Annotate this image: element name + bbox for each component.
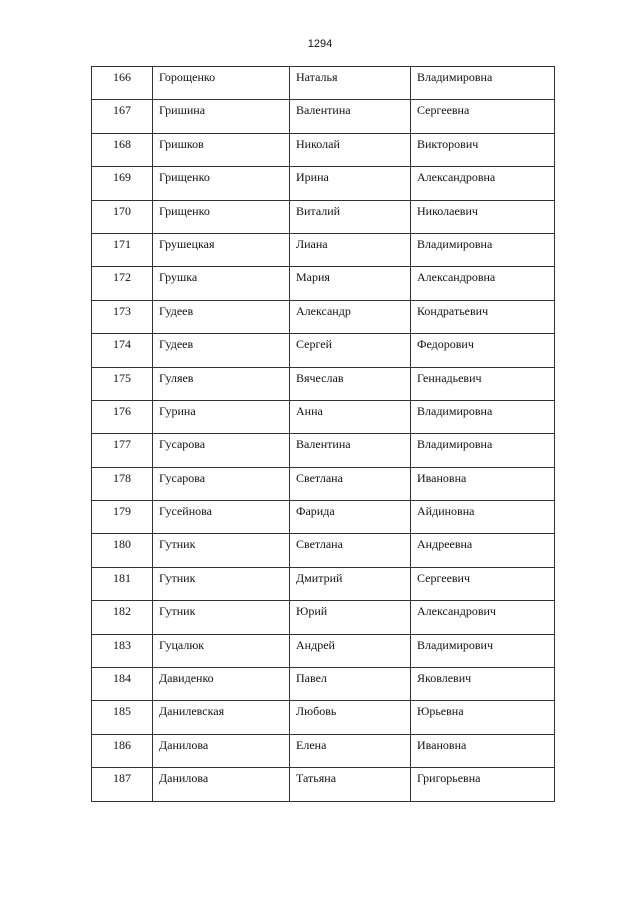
- first-name: Вячеслав: [290, 367, 411, 400]
- row-number: 173: [92, 300, 153, 333]
- patronymic: Владимировна: [411, 400, 555, 433]
- patronymic: Сергеевич: [411, 567, 555, 600]
- table-row: [92, 434, 555, 467]
- table-row: [92, 100, 555, 133]
- table-row: [92, 601, 555, 634]
- row-number: 178: [92, 467, 153, 500]
- first-name: Павел: [290, 668, 411, 701]
- table-row: [92, 567, 555, 600]
- table-row: [92, 367, 555, 400]
- last-name: Гутник: [153, 534, 290, 567]
- last-name: Гусарова: [153, 467, 290, 500]
- first-name: Ирина: [290, 167, 411, 200]
- row-number: 180: [92, 534, 153, 567]
- last-name: Грищенко: [153, 167, 290, 200]
- last-name: Гудеев: [153, 334, 290, 367]
- patronymic: Юрьевна: [411, 701, 555, 734]
- first-name: Николай: [290, 133, 411, 166]
- last-name: Данилова: [153, 734, 290, 767]
- first-name: Светлана: [290, 534, 411, 567]
- first-name: Светлана: [290, 467, 411, 500]
- patronymic: Николаевич: [411, 200, 555, 233]
- last-name: Гутник: [153, 567, 290, 600]
- patronymic: Владимировна: [411, 67, 555, 100]
- last-name: Грушка: [153, 267, 290, 300]
- row-number: 175: [92, 367, 153, 400]
- first-name: Валентина: [290, 100, 411, 133]
- last-name: Гусейнова: [153, 501, 290, 534]
- last-name: Грищенко: [153, 200, 290, 233]
- first-name: Дмитрий: [290, 567, 411, 600]
- table-row: [92, 400, 555, 433]
- row-number: 168: [92, 133, 153, 166]
- row-number: 176: [92, 400, 153, 433]
- table-row: [92, 634, 555, 667]
- patronymic: Владимировна: [411, 434, 555, 467]
- last-name: Гуцалюк: [153, 634, 290, 667]
- first-name: Елена: [290, 734, 411, 767]
- table-row: [92, 200, 555, 233]
- row-number: 169: [92, 167, 153, 200]
- row-number: 177: [92, 434, 153, 467]
- patronymic: Айдиновна: [411, 501, 555, 534]
- first-name: Андрей: [290, 634, 411, 667]
- table-row: [92, 768, 555, 801]
- row-number: 166: [92, 67, 153, 100]
- patronymic: Геннадьевич: [411, 367, 555, 400]
- patronymic: Викторович: [411, 133, 555, 166]
- first-name: Александр: [290, 300, 411, 333]
- patronymic: Яковлевич: [411, 668, 555, 701]
- first-name: Татьяна: [290, 768, 411, 801]
- row-number: 185: [92, 701, 153, 734]
- row-number: 170: [92, 200, 153, 233]
- first-name: Фарида: [290, 501, 411, 534]
- patronymic: Ивановна: [411, 467, 555, 500]
- last-name: Гуляев: [153, 367, 290, 400]
- last-name: Гурина: [153, 400, 290, 433]
- patronymic: Ивановна: [411, 734, 555, 767]
- names-table: [91, 66, 555, 802]
- patronymic: Владимировна: [411, 233, 555, 266]
- page-number: 1294: [307, 38, 333, 50]
- row-number: 174: [92, 334, 153, 367]
- last-name: Горощенко: [153, 67, 290, 100]
- table-row: [92, 534, 555, 567]
- row-number: 167: [92, 100, 153, 133]
- row-number: 186: [92, 734, 153, 767]
- row-number: 182: [92, 601, 153, 634]
- last-name: Гришина: [153, 100, 290, 133]
- last-name: Гришков: [153, 133, 290, 166]
- table-row: [92, 467, 555, 500]
- last-name: Данилова: [153, 768, 290, 801]
- table-row: [92, 734, 555, 767]
- table-row: [92, 668, 555, 701]
- patronymic: Владимирович: [411, 634, 555, 667]
- row-number: 183: [92, 634, 153, 667]
- row-number: 187: [92, 768, 153, 801]
- first-name: Любовь: [290, 701, 411, 734]
- last-name: Грушецкая: [153, 233, 290, 266]
- last-name: Давиденко: [153, 668, 290, 701]
- row-number: 184: [92, 668, 153, 701]
- patronymic: Федорович: [411, 334, 555, 367]
- first-name: Анна: [290, 400, 411, 433]
- first-name: Юрий: [290, 601, 411, 634]
- table-row: [92, 701, 555, 734]
- table-row: [92, 501, 555, 534]
- names-table-body: [92, 67, 555, 802]
- table-row: [92, 334, 555, 367]
- first-name: Виталий: [290, 200, 411, 233]
- first-name: Сергей: [290, 334, 411, 367]
- table-row: [92, 133, 555, 166]
- table-row: [92, 300, 555, 333]
- table-row: [92, 267, 555, 300]
- patronymic: Александрович: [411, 601, 555, 634]
- table-row: [92, 167, 555, 200]
- patronymic: Александровна: [411, 167, 555, 200]
- patronymic: Александровна: [411, 267, 555, 300]
- first-name: Наталья: [290, 67, 411, 100]
- last-name: Гудеев: [153, 300, 290, 333]
- row-number: 171: [92, 233, 153, 266]
- patronymic: Андреевна: [411, 534, 555, 567]
- table-row: [92, 233, 555, 266]
- patronymic: Сергеевна: [411, 100, 555, 133]
- last-name: Гутник: [153, 601, 290, 634]
- first-name: Лиана: [290, 233, 411, 266]
- patronymic: Григорьевна: [411, 768, 555, 801]
- row-number: 181: [92, 567, 153, 600]
- table-row: [92, 67, 555, 100]
- last-name: Гусарова: [153, 434, 290, 467]
- patronymic: Кондратьевич: [411, 300, 555, 333]
- first-name: Валентина: [290, 434, 411, 467]
- row-number: 179: [92, 501, 153, 534]
- row-number: 172: [92, 267, 153, 300]
- first-name: Мария: [290, 267, 411, 300]
- last-name: Данилевская: [153, 701, 290, 734]
